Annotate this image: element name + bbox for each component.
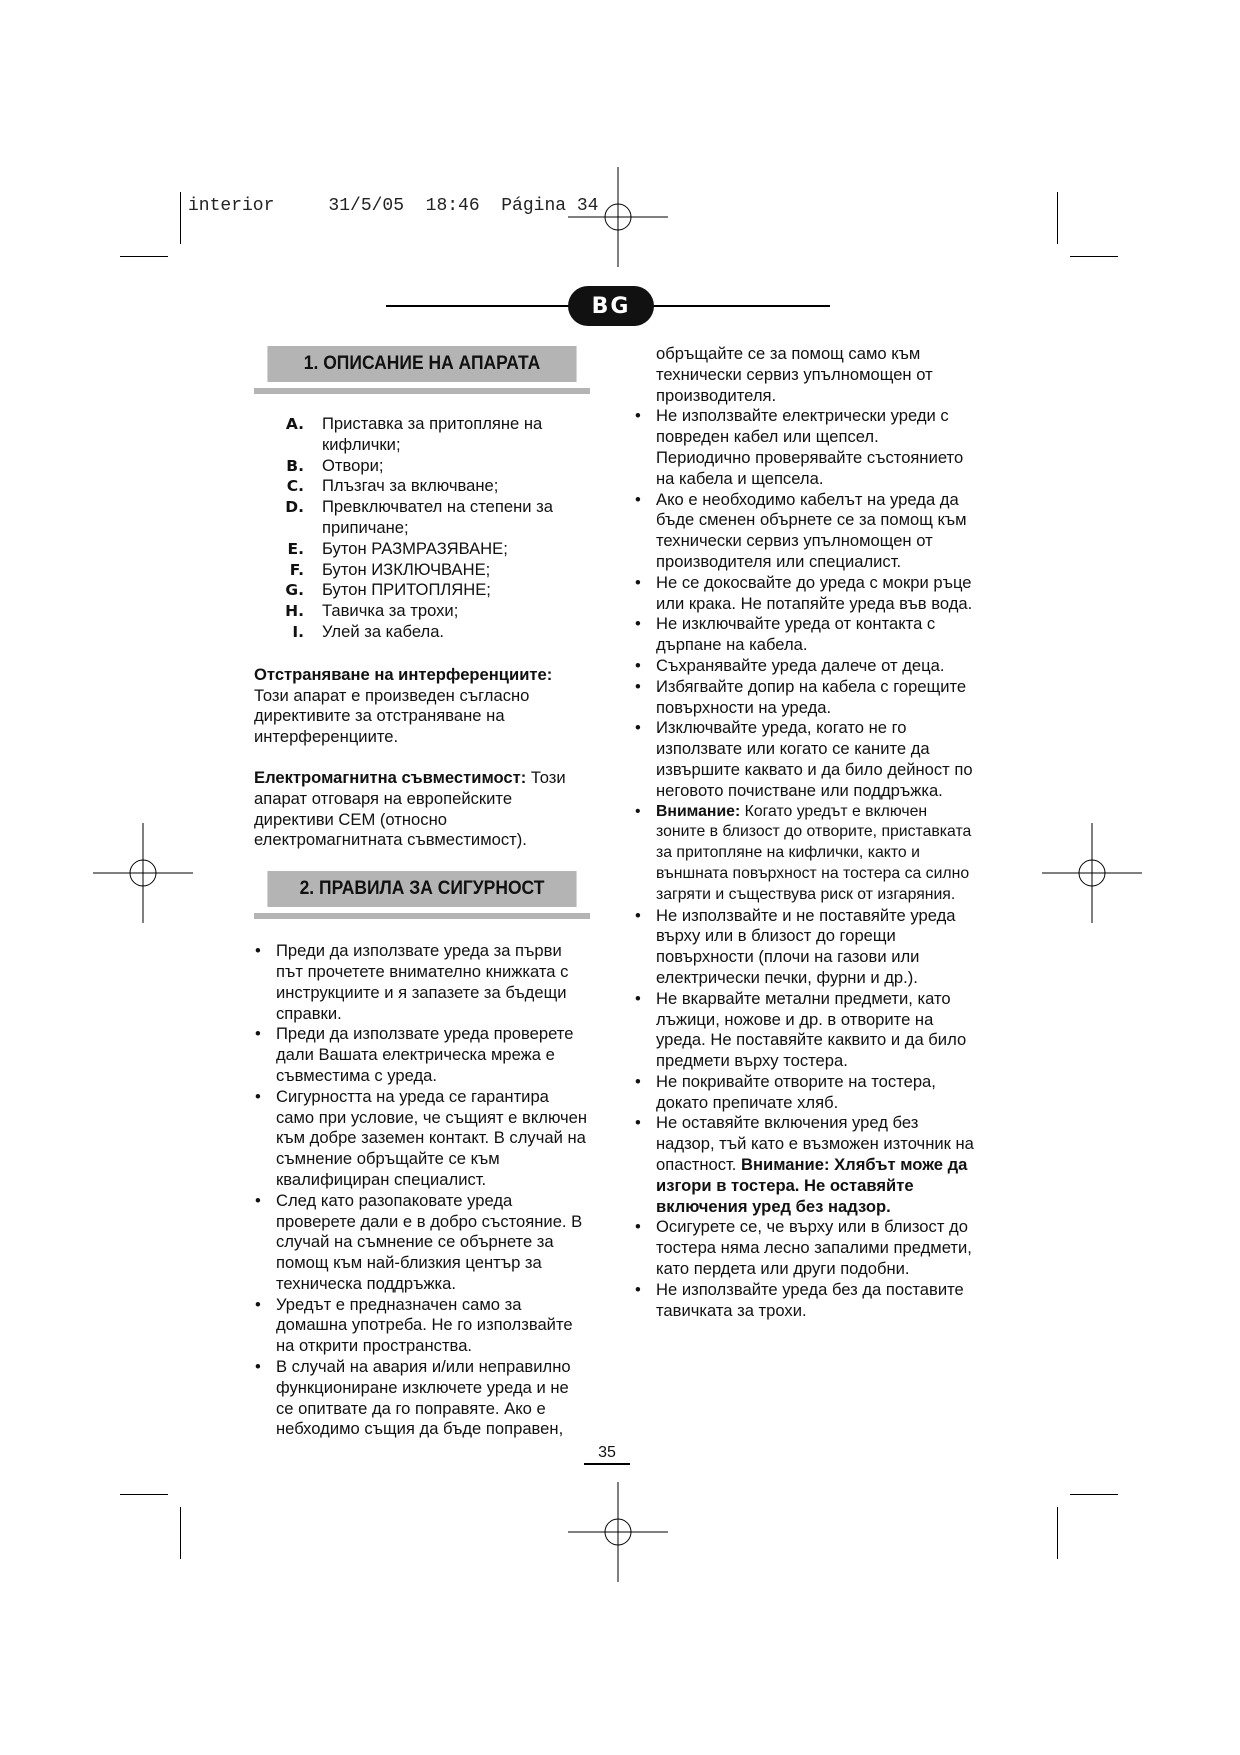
safety-rule: Не покривайте отворите на тостера, докато препичате хляб. xyxy=(656,1071,936,1112)
safety-list-right xyxy=(634,406,974,1321)
part-letter: F. xyxy=(289,560,304,579)
section-2-title: 2. ПРАВИЛА ЗА СИГУРНОСТ xyxy=(267,871,576,907)
part-letter: B. xyxy=(286,456,304,475)
bullet-icon: • xyxy=(635,988,641,1008)
list-item xyxy=(254,456,590,477)
print-slug: interior 31/5/05 18:46 Página 34 xyxy=(188,196,599,216)
bullet-icon: • xyxy=(635,1279,641,1299)
crop-mark xyxy=(1070,256,1118,257)
bullet-icon: • xyxy=(255,1190,261,1210)
bullet-icon: • xyxy=(635,406,641,426)
crop-mark xyxy=(1057,192,1058,244)
emc-paragraph xyxy=(254,768,590,851)
header-rule-left xyxy=(386,305,572,307)
bullet-icon: • xyxy=(635,718,641,738)
safety-rule: Изключвайте уреда, когато не го използвате или когато се каните да извършите каквато и да било дейност по неговото почистване или поддръжка. xyxy=(656,718,973,800)
list-item xyxy=(254,414,590,456)
crop-mark xyxy=(1057,1507,1058,1559)
bullet-icon: • xyxy=(635,572,641,592)
section-rule xyxy=(254,388,590,394)
part-letter: D. xyxy=(285,498,304,517)
list-item xyxy=(254,560,590,581)
part-label: Превключвател на степени за припичане; xyxy=(322,497,553,537)
safety-rule: Не използвайте електрически уреди с повреден кабел или щепсел. Периодично проверявайте състоянието на кабела и щепсела. xyxy=(656,406,964,488)
bullet-icon: • xyxy=(255,1357,261,1377)
safety-rule: Ако е необходимо кабелът на уреда да бъде сменен обърнете се за помощ към технически сервиз упълномощен от производителя или специалист. xyxy=(656,489,967,571)
crop-mark xyxy=(180,192,181,244)
part-label: Бутон ПРИТОПЛЯНЕ; xyxy=(322,580,491,600)
list-item xyxy=(254,601,590,622)
safety-list-left xyxy=(254,941,590,1440)
list-item xyxy=(254,1295,590,1357)
safety-rule: Избягвайте допир на кабела с горещите повърхности на уреда. xyxy=(656,676,967,717)
list-item xyxy=(634,802,974,906)
list-item xyxy=(254,1357,590,1440)
bullet-icon: • xyxy=(255,1294,261,1314)
registration-mark-icon xyxy=(568,167,668,267)
safety-rule: Преди да използвате уреда за първи път прочетете внимателно книжката с инструкциите и я запазете за бъдещи справки. xyxy=(276,941,569,1023)
list-item xyxy=(634,718,974,801)
continued-rule-text: обръщайте се за помощ само към технически сервиз упълномощен от производителя. xyxy=(656,344,933,405)
safety-rule: След като разопаковате уреда проверете дали е в добро състояние. В случай на съмнение се обърнете за помощ към най-близкия център за техническа поддръжка. xyxy=(276,1190,583,1293)
part-label: Приставка за притопляне на кифлички; xyxy=(322,414,543,454)
attention-label: Внимание: xyxy=(656,802,741,820)
list-item xyxy=(254,1191,590,1295)
bullet-icon: • xyxy=(635,614,641,634)
attention-text: Когато уредът е включен зоните в близост до отворите, приставката за притопляне на кифлички, както и външната повърхност на тостера са силно загряти и съществува риск от изгаряния. xyxy=(656,802,972,903)
crop-mark xyxy=(180,1507,181,1559)
list-item xyxy=(634,1217,974,1279)
part-letter: I. xyxy=(292,622,304,641)
safety-rule: Съхранявайте уреда далече от деца. xyxy=(656,655,945,675)
bullet-icon: • xyxy=(635,1217,641,1237)
list-item xyxy=(254,1087,590,1191)
interference-text: Този апарат е произведен съгласно директивите за отстраняване на интерференциите. xyxy=(254,685,530,747)
bullet-icon: • xyxy=(635,1071,641,1091)
registration-mark-icon xyxy=(568,1482,668,1582)
emc-text: Този апарат отговаря на европейските директиви CEM (относно електромагнитната съвместимост). xyxy=(254,767,566,850)
part-label: Бутон РАЗМРАЗЯВАНЕ; xyxy=(322,538,508,558)
list-item xyxy=(254,622,590,643)
page-number: 35 xyxy=(584,1444,630,1465)
list-item xyxy=(634,989,974,1072)
safety-rule: В случай на авария и/или неправилно функциониране изключете уреда и не се опитвате да го поправяте. Ако е небходимо същия да бъде поправен, xyxy=(276,1357,571,1439)
interference-heading: Отстраняване на интерференциите: xyxy=(254,664,553,684)
list-item xyxy=(634,1113,974,1217)
section-1-title: 1. ОПИСАНИЕ НА АПАРАТА xyxy=(267,346,576,382)
safety-rule: Не изключвайте уреда от контакта с дърпане на кабела. xyxy=(656,614,936,655)
part-label: Плъзгач за включване; xyxy=(322,476,499,496)
registration-mark-icon xyxy=(93,823,193,923)
part-label: Улей за кабела. xyxy=(322,621,445,641)
part-letter: A. xyxy=(285,415,304,433)
bullet-icon: • xyxy=(635,905,641,925)
part-label: Тавичка за трохи; xyxy=(322,601,459,621)
part-letter: G. xyxy=(285,581,304,600)
list-item xyxy=(254,497,590,539)
bullet-icon: • xyxy=(255,1086,261,1106)
emc-heading: Електромагнитна съвместимост: xyxy=(254,767,527,787)
bullet-icon: • xyxy=(255,941,261,961)
list-item xyxy=(634,906,974,989)
safety-rule: Не се докосвайте до уреда с мокри ръце или крака. Не потапяйте уреда във вода. xyxy=(656,572,973,613)
list-item xyxy=(634,614,974,656)
bullet-icon: • xyxy=(635,489,641,509)
list-item xyxy=(254,580,590,601)
safety-rule: Не използвайте и не поставяйте уреда върху или в близост до горещи повърхности (плочи на газови или електрически печки, фурни и др.). xyxy=(656,905,956,987)
part-label: Отвори; xyxy=(322,455,384,475)
list-item xyxy=(254,1024,590,1086)
language-badge: BG xyxy=(568,286,654,326)
bullet-icon: • xyxy=(255,1024,261,1044)
safety-rule: Уредът е предназначен само за домашна употреба. Не го използвайте на открити пространства. xyxy=(276,1294,573,1356)
list-item xyxy=(634,677,974,719)
list-item xyxy=(254,941,590,1024)
safety-rule: Не използвайте уреда без да поставите тавичката за трохи. xyxy=(656,1279,964,1320)
unattended-warning: Внимание: Хлябът може да изгори в тостера. Не оставяйте включения уред без надзор. xyxy=(656,1155,968,1216)
safety-rule: Осигурете се, че върху или в близост до тостера няма лесно запалими предмети, като пердета или други подобни. xyxy=(656,1217,972,1279)
part-letter: C. xyxy=(286,477,304,496)
list-item xyxy=(254,476,590,497)
bullet-icon: • xyxy=(635,1113,641,1133)
section-rule xyxy=(254,913,590,919)
part-label: Бутон ИЗКЛЮЧВАНЕ; xyxy=(322,559,491,579)
safety-rule: Не вкарвайте метални предмети, като лъжици, ножове и др. в отворите на уреда. Не поставяйте каквито и да било предмети върху тостера. xyxy=(656,988,967,1071)
bullet-icon: • xyxy=(635,655,641,675)
bullet-icon: • xyxy=(635,802,641,820)
bullet-icon: • xyxy=(635,676,641,696)
left-column xyxy=(254,346,590,1440)
right-column xyxy=(634,344,974,1321)
interference-paragraph xyxy=(254,665,590,748)
parts-list xyxy=(254,414,590,643)
list-item xyxy=(634,406,974,489)
part-letter: H. xyxy=(285,602,304,621)
crop-mark xyxy=(1070,1494,1118,1495)
header-rule-right xyxy=(650,305,830,307)
list-item xyxy=(634,573,974,615)
list-item xyxy=(634,1072,974,1114)
safety-rule: Сигурността на уреда се гарантира само при условие, че същият е включен към добре заземен контакт. В случай на съмнение обръщайте се към квалифициран специалист. xyxy=(276,1086,588,1189)
list-item xyxy=(634,656,974,677)
registration-mark-icon xyxy=(1042,823,1142,923)
part-letter: E. xyxy=(287,539,304,558)
list-item xyxy=(254,539,590,560)
safety-rule: Преди да използвате уреда проверете дали Вашата електрическа мрежа е съвместима с уреда. xyxy=(276,1024,574,1085)
list-item xyxy=(634,1280,974,1322)
list-item xyxy=(634,490,974,573)
crop-mark xyxy=(120,1494,168,1495)
unattended-text: Не оставяйте включения уред без надзор, тъй като е възможен източник на опастност. xyxy=(656,1113,974,1175)
crop-mark xyxy=(120,256,168,257)
